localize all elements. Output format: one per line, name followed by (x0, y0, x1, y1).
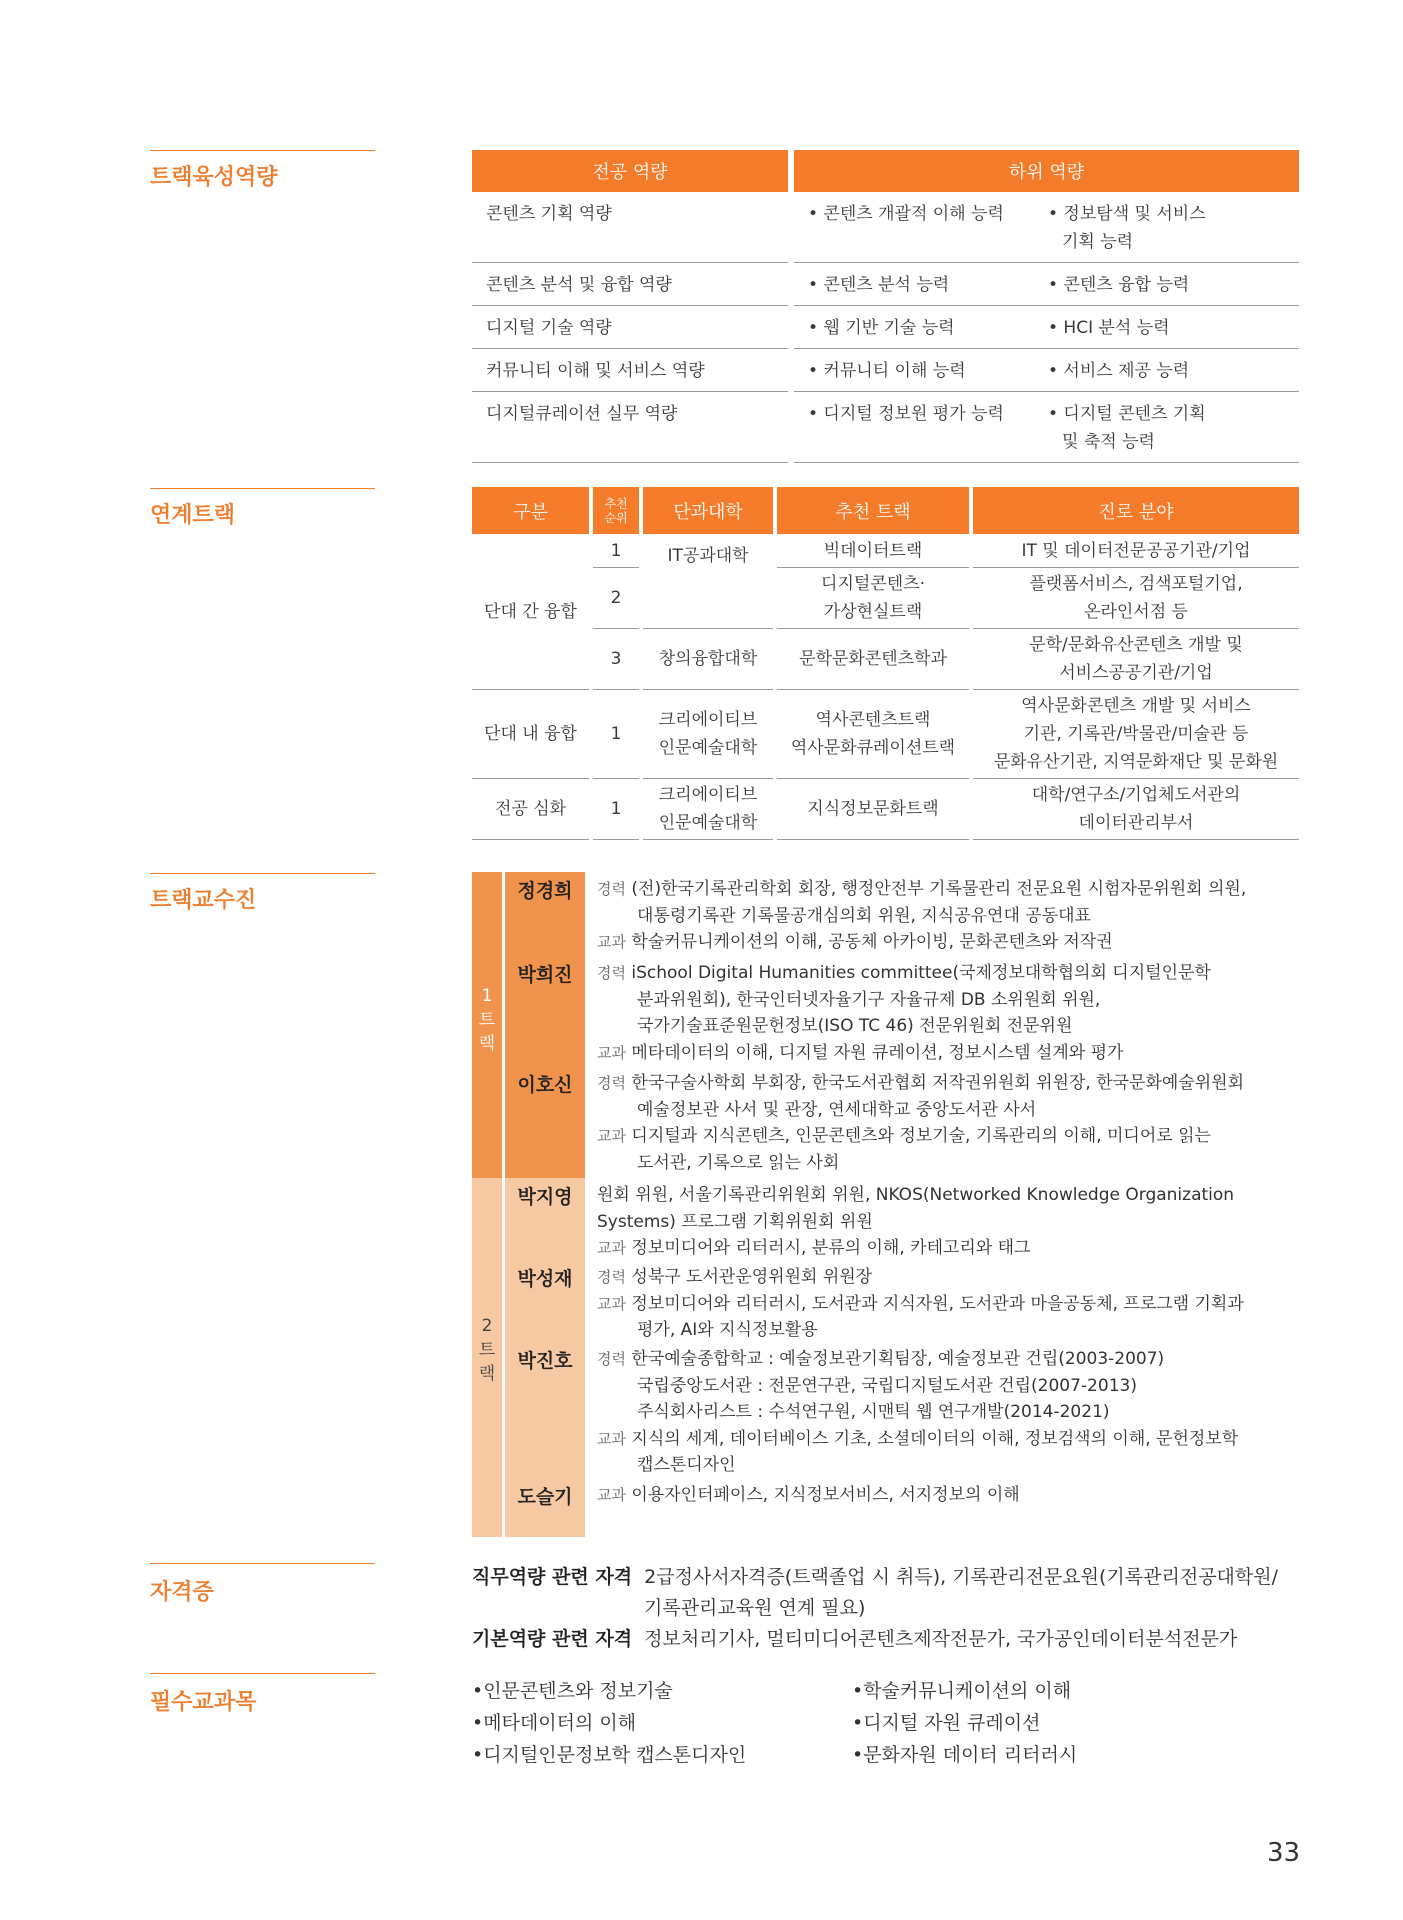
career-text: 한국예술종합학교 : 예술정보관기획팀장, 예술정보관 건립(2003-2007) (631, 1349, 1165, 1369)
track-line: 역사콘텐츠트랙 (815, 710, 931, 730)
list-item: •인문콘텐츠와 정보기술 (472, 1680, 673, 1702)
header-rank-line: 추천 (604, 496, 628, 511)
job-cert-text: 2급정사서자격증(트랙졸업 시 취득), 기록관리전문요원(기록관리전공대학원/ (644, 1566, 1279, 1588)
table-header-row (472, 150, 1299, 192)
course-text: 디지털과 지식콘텐츠, 인문콘텐츠와 정보기술, 기록관리의 이해, 미디어로 읽는 (631, 1126, 1211, 1146)
career-text: 한국구술사학회 부회장, 한국도서관협회 저작권위원회 위원장, 한국문화예술위원회 (631, 1073, 1244, 1093)
list-item: •문화자원 데이터 리터러시 (852, 1744, 1078, 1766)
college-cell (643, 690, 773, 779)
course-line: 평가, AI와 지식정보활용 (637, 1320, 818, 1340)
basic-cert-label: 기본역량 관련 자격 (472, 1628, 633, 1650)
rank-cell: 1 (593, 690, 639, 779)
course-tag: 교과 (597, 1429, 626, 1448)
career-line: 대통령기록관 기록물공개심의회 위원, 지식공유연대 공동대표 (637, 905, 1091, 926)
section-divider (150, 150, 375, 151)
course-tag: 교과 (597, 933, 626, 951)
category-cell: 단대 내 융합 (472, 690, 589, 779)
professor-name: 정경희 (517, 880, 573, 902)
section-divider (150, 1673, 375, 1674)
sub-competency: • 콘텐츠 개괄적 이해 능력 (794, 192, 1034, 263)
certification-block (472, 1562, 1278, 1655)
section-divider (150, 873, 375, 874)
major-competency: 디지털 기술 역량 (472, 306, 788, 349)
course-tag: 교과 (597, 1294, 626, 1313)
career-line: 원회 위원, 서울기록관리위원회 위원, NKOS(Networked Knowledge Organization (597, 1185, 1235, 1205)
course-line: 도서관, 기록으로 읽는 사회 (637, 1152, 840, 1173)
table-row (472, 629, 1299, 690)
table-row (472, 568, 1299, 629)
course-text: 지식의 세계, 데이터베이스 기초, 소셜데이터의 이해, 정보검색의 이해, 문헌정보학 (631, 1428, 1239, 1449)
career-tag: 경력 (597, 1350, 626, 1368)
professor-details (597, 1182, 1302, 1262)
header-rank (593, 487, 639, 534)
career-line: 기관, 기록관/박물관/미술관 등 (1023, 724, 1249, 744)
career-line (597, 876, 1302, 903)
career-text: (전)한국기록관리학회 회장, 행정안전부 기록물관리 전문요원 시험자문위원회 의원, (631, 879, 1247, 899)
track-label-char: 1 (481, 986, 493, 1006)
career-line (597, 1070, 1302, 1097)
course-tag: 교과 (597, 1127, 626, 1145)
track-cell: 빅데이터트랙 (777, 534, 969, 568)
course-line: 캡스톤디자인 (637, 1455, 736, 1475)
track1-label (472, 984, 502, 1056)
career-text: iSchool Digital Humanities committee(국제정보대학협의회 디지털인문학 (631, 963, 1211, 983)
career-line: 데이터관리부서 (1078, 813, 1194, 833)
career-line (597, 1264, 1302, 1291)
course-text: 학술커뮤니케이션의 이해, 공동체 아카이빙, 문화콘텐츠와 저작권 (631, 932, 1113, 952)
course-text: 정보미디어와 리터러시, 분류의 이해, 카테고리와 태그 (631, 1238, 1031, 1258)
course-tag: 교과 (597, 1239, 626, 1257)
table-row (472, 779, 1299, 840)
course-line (597, 1426, 1302, 1453)
sub-competency: • 콘텐츠 분석 능력 (794, 263, 1034, 306)
rank-cell: 1 (593, 534, 639, 568)
career-line: 국립중앙도서관 : 전문연구관, 국립디지털도서관 건립(2007-2013) (637, 1375, 1137, 1396)
competency-table (472, 150, 1299, 463)
career-line: 주식회사리스트 : 수석연구원, 시맨틱 웹 연구개발(2014-2021) (637, 1402, 1110, 1422)
career-cell (973, 568, 1299, 629)
section-divider (150, 488, 375, 489)
header-category: 구분 (472, 487, 589, 534)
career-line (597, 960, 1302, 987)
track-label-char: 랙 (478, 1364, 496, 1384)
career-text: 성북구 도서관운영위원회 위원장 (631, 1267, 873, 1287)
table-header-row (472, 487, 1299, 534)
major-competency: 커뮤니티 이해 및 서비스 역량 (472, 349, 788, 392)
sub-competency: • 웹 기반 기술 능력 (794, 306, 1034, 349)
professor-details (597, 1264, 1302, 1344)
rank-cell: 1 (593, 779, 639, 840)
track-label-char: 2 (481, 1316, 493, 1336)
college-line: 인문예술대학 (658, 738, 758, 758)
college-line: 인문예술대학 (658, 813, 758, 833)
career-tag: 경력 (597, 1268, 626, 1286)
sub-competency (1034, 192, 1299, 263)
list-item: •디지털 자원 큐레이션 (852, 1712, 1041, 1734)
section-title-linked: 연계트랙 (150, 503, 236, 528)
course-line (597, 1040, 1302, 1067)
sub-competency (1034, 392, 1299, 463)
track-cell: 지식정보문화트랙 (777, 779, 969, 840)
college-cell: IT공과대학 (643, 534, 773, 629)
professor-name: 박지영 (517, 1186, 573, 1208)
basic-cert-row (472, 1624, 1278, 1655)
professor-details (597, 1346, 1302, 1479)
section-title-required: 필수교과목 (150, 1690, 257, 1715)
header-major: 전공 역량 (472, 150, 788, 192)
course-line (597, 1123, 1302, 1150)
career-line: 서비스공공기관/기업 (1059, 663, 1213, 683)
track-cell (777, 568, 969, 629)
table-row (472, 392, 1299, 463)
sub-competency: • 서비스 제공 능력 (1034, 349, 1299, 392)
professor-details (597, 1070, 1302, 1176)
career-line: 문화유산기관, 지역문화재단 및 문화원 (993, 752, 1279, 772)
track-line: 디지털콘텐츠· (821, 574, 925, 594)
sub-competency: • HCI 분석 능력 (1034, 306, 1299, 349)
career-line: 역사문화콘텐츠 개발 및 서비스 (1021, 696, 1251, 716)
track-label-char: 트 (478, 1340, 496, 1360)
category-cell: 단대 간 융합 (472, 534, 589, 690)
header-college: 단과대학 (643, 487, 773, 534)
table-row (472, 192, 1299, 263)
college-line: 크리에이티브 (658, 785, 758, 805)
list-item: •디지털인문정보학 캡스톤디자인 (472, 1744, 747, 1766)
course-line (597, 1235, 1302, 1262)
professor-details (597, 960, 1302, 1066)
course-text: 이용자인터페이스, 지식정보서비스, 서지정보의 이해 (631, 1485, 1020, 1505)
career-tag: 경력 (597, 1074, 626, 1092)
section-title-competency: 트랙육성역량 (150, 165, 278, 190)
career-line: Systems) 프로그램 기획위원회 위원 (597, 1211, 873, 1232)
course-text: 정보미디어와 리터러시, 도서관과 지식자원, 도서관과 마을공동체, 프로그램 기획과 (631, 1293, 1244, 1314)
college-cell: 창의융합대학 (643, 629, 773, 690)
course-line (597, 1482, 1302, 1509)
track1-name-band (505, 872, 585, 1178)
table-row (472, 690, 1299, 779)
career-cell (973, 690, 1299, 779)
table-row (472, 534, 1299, 568)
rank-cell: 2 (593, 568, 639, 629)
sub-competency-line: 기획 능력 (1062, 232, 1134, 252)
professor-details (597, 1482, 1302, 1509)
sub-competency-line: 및 축적 능력 (1062, 432, 1155, 452)
header-career: 진로 분야 (973, 487, 1299, 534)
professor-details (597, 876, 1302, 956)
course-line (597, 929, 1302, 956)
track-cell: 문학문화콘텐츠학과 (777, 629, 969, 690)
career-line: 예술정보관 사서 및 관장, 연세대학교 중앙도서관 사서 (637, 1099, 1037, 1120)
track-line: 역사문화큐레이션트랙 (790, 738, 956, 758)
basic-cert-text: 정보처리기사, 멀티미디어콘텐츠제작전문가, 국가공인데이터분석전문가 (644, 1628, 1238, 1650)
rank-cell: 3 (593, 629, 639, 690)
major-competency: 콘텐츠 분석 및 융합 역량 (472, 263, 788, 306)
table-row (472, 349, 1299, 392)
job-cert-label: 직무역량 관련 자격 (472, 1566, 633, 1588)
header-track: 추천 트랙 (777, 487, 969, 534)
career-line: 대학/연구소/기업체도서관의 (1031, 785, 1241, 805)
job-cert-row (472, 1562, 1278, 1593)
table-row (472, 263, 1299, 306)
faculty-block (472, 872, 1302, 1537)
career-line: 국가기술표준원문헌정보(ISO TC 46) 전문위원회 전문위원 (637, 1016, 1073, 1036)
college-line: 크리에이티브 (658, 710, 758, 730)
track-cell (777, 690, 969, 779)
track2-label (472, 1314, 502, 1386)
career-line: 문학/문화유산콘텐츠 개발 및 (1029, 635, 1243, 655)
list-item: •학술커뮤니케이션의 이해 (852, 1680, 1072, 1702)
sub-competency-line: • 디지털 콘텐츠 기획 (1048, 404, 1206, 424)
linked-track-table (472, 487, 1299, 840)
sub-competency-line: • 정보탐색 및 서비스 (1048, 204, 1206, 224)
sub-competency: • 디지털 정보원 평가 능력 (794, 392, 1034, 463)
section-title-faculty: 트랙교수진 (150, 888, 257, 913)
job-cert-text: 기록관리교육원 연계 필요) (644, 1597, 866, 1619)
track-label-char: 트 (478, 1010, 496, 1030)
professor-name: 도슬기 (517, 1486, 573, 1508)
track-line: 가상현실트랙 (823, 602, 923, 622)
professor-name: 박진호 (517, 1350, 573, 1372)
list-item: •메타데이터의 이해 (472, 1712, 637, 1734)
course-text: 메타데이터의 이해, 디지털 자원 큐레이션, 정보시스템 설계와 평가 (631, 1042, 1124, 1063)
career-line: 플랫폼서비스, 검색포털기업, (1029, 574, 1243, 594)
career-line: 분과위원회), 한국인터넷자율기구 자율규제 DB 소위원회 위원, (637, 989, 1101, 1010)
major-competency: 콘텐츠 기획 역량 (472, 192, 788, 263)
required-courses-left (472, 1675, 746, 1771)
sub-competency: • 콘텐츠 융합 능력 (1034, 263, 1299, 306)
career-tag: 경력 (597, 964, 626, 982)
category-cell: 전공 심화 (472, 779, 589, 840)
career-cell: IT 및 데이터전문공공기관/기업 (973, 534, 1299, 568)
career-tag: 경력 (597, 880, 626, 898)
professor-name: 박희진 (517, 964, 573, 986)
sub-competency: • 커뮤니티 이해 능력 (794, 349, 1034, 392)
professor-name: 이호신 (517, 1074, 573, 1096)
course-tag: 교과 (597, 1486, 626, 1504)
career-line (597, 1346, 1302, 1373)
page-number: 33 (1267, 1838, 1301, 1868)
major-competency: 디지털큐레이션 실무 역량 (472, 392, 788, 463)
college-cell (643, 779, 773, 840)
required-courses-right (852, 1675, 1077, 1771)
professor-name: 박성재 (517, 1268, 573, 1290)
course-line (597, 1291, 1302, 1318)
header-sub: 하위 역량 (794, 150, 1299, 192)
header-rank-line: 순위 (604, 510, 628, 525)
career-line: 온라인서점 등 (1084, 602, 1188, 622)
table-row (472, 306, 1299, 349)
career-cell (973, 629, 1299, 690)
section-title-cert: 자격증 (150, 1580, 214, 1605)
career-cell (973, 779, 1299, 840)
track-label-char: 랙 (478, 1034, 496, 1054)
section-divider (150, 1563, 375, 1564)
course-tag: 교과 (597, 1043, 626, 1062)
